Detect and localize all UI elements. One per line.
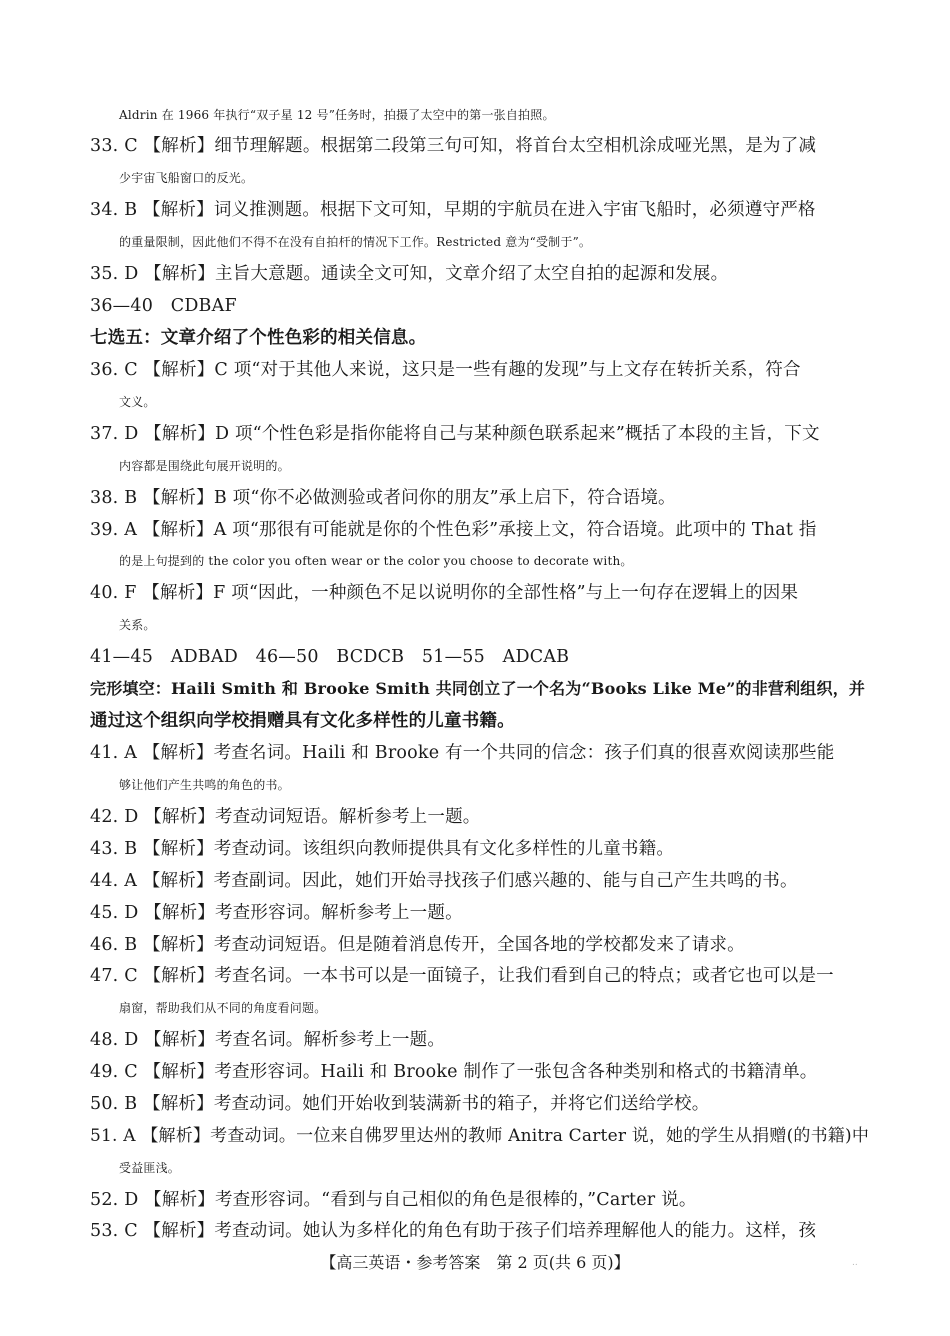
- answer-37: 37. D 【解析】D 项“个性色彩是指你能将自己与某种颜色联系起来”概括了本段的主旨，下文: [90, 424, 820, 444]
- text-line: 够让他们产生共鸣的角色的书。: [119, 778, 290, 792]
- section-heading-cloze-cont: 通过这个组织向学校捐赠具有文化多样性的儿童书籍。: [90, 711, 515, 731]
- answer-33: 33. C 【解析】细节理解题。根据第二段第三句可知，将首台太空相机涂成哑光黑，是为了减: [90, 136, 817, 156]
- answer-range-36-40: 36—40 CDBAF: [90, 296, 237, 316]
- answer-41: 41. A 【解析】考查名词。Haili 和 Brooke 有一个共同的信念：孩子们真的很喜欢阅读那些能: [90, 743, 835, 763]
- answer-52: 52. D 【解析】考查形容词。“看到与自己相似的角色是很棒的，”Carter 说。: [90, 1190, 697, 1210]
- answer-36: 36. C 【解析】C 项“对于其他人来说，这只是一些有趣的发现”与上文存在转折关系，符合: [90, 360, 801, 380]
- answer-53: 53. C 【解析】考查动词。她认为多样化的角色有助于孩子们培养理解他人的能力。这样，孩: [90, 1221, 817, 1241]
- text-line: 关系。: [119, 618, 156, 632]
- text-line: 少宇宙飞船窗口的反光。: [119, 171, 254, 185]
- answer-48: 48. D 【解析】考查名词。解析参考上一题。: [90, 1030, 446, 1050]
- answer-39: 39. A 【解析】A 项“那很有可能就是你的个性色彩”承接上文，符合语境。此项中的 That 指: [90, 520, 817, 540]
- answer-44: 44. A 【解析】考查副词。因此，她们开始寻找孩子们感兴趣的、能与自己产生共鸣的书。: [90, 871, 798, 891]
- corner-marks: ..: [852, 1258, 858, 1268]
- answer-35: 35. D 【解析】主旨大意题。通读全文可知，文章介绍了太空自拍的起源和发展。: [90, 264, 729, 284]
- answer-45: 45. D 【解析】考查形容词。解析参考上一题。: [90, 903, 463, 923]
- answer-46: 46. B 【解析】考查动词短语。但是随着消息传开，全国各地的学校都发来了请求。: [90, 935, 745, 955]
- answer-40: 40. F 【解析】F 项“因此，一种颜色不足以说明你的全部性格”与上一句存在逻辑上的因果: [90, 583, 799, 603]
- section-heading-cloze: 完形填空：Haili Smith 和 Brooke Smith 共同创立了一个名为“Books Like Me”的非营利组织，并: [90, 679, 866, 698]
- text-line: 文义。: [119, 395, 156, 409]
- text-line: 受益匪浅。: [119, 1161, 181, 1175]
- text-line: Aldrin 在 1966 年执行“双子星 12 号”任务时，拍摄了太空中的第一张自拍照。: [119, 108, 555, 122]
- text-line: 内容都是围绕此句展开说明的。: [119, 459, 290, 473]
- text-line: 的是上句提到的 the color you often wear or the color you choose to decorate with。: [119, 554, 633, 568]
- answer-47: 47. C 【解析】考查名词。一本书可以是一面镜子，让我们看到自己的特点；或者它也可以是一: [90, 966, 834, 986]
- answer-50: 50. B 【解析】考查动词。她们开始收到装满新书的箱子，并将它们送给学校。: [90, 1094, 710, 1114]
- answer-range-41-55: 41—45 ADBAD 46—50 BCDCB 51—55 ADCAB: [90, 647, 570, 667]
- text-line: 扇窗，帮助我们从不同的角度看问题。: [119, 1001, 327, 1015]
- text-line: 的重量限制，因此他们不得不在没有自拍杆的情况下工作。Restricted 意为“受制于”。: [119, 235, 592, 249]
- answer-49: 49. C 【解析】考查形容词。Haili 和 Brooke 制作了一张包含各种类别和格式的书籍清单。: [90, 1062, 818, 1082]
- answer-38: 38. B 【解析】B 项“你不必做测验或者问你的朋友”承上启下，符合语境。: [90, 488, 676, 508]
- section-heading-seven-choose-five: 七选五：文章介绍了个性色彩的相关信息。: [90, 328, 427, 348]
- page-footer: 【高三英语・参考答案 第 2 页(共 6 页)】: [320, 1253, 630, 1272]
- answer-34: 34. B 【解析】词义推测题。根据下文可知，早期的宇航员在进入宇宙飞船时，必须遵守严格: [90, 200, 816, 220]
- answer-42: 42. D 【解析】考查动词短语。解析参考上一题。: [90, 807, 481, 827]
- answer-43: 43. B 【解析】考查动词。该组织向教师提供具有文化多样性的儿童书籍。: [90, 839, 675, 859]
- answer-51: 51. A 【解析】考查动词。一位来自佛罗里达州的教师 Anitra Carter 说，她的学生从捐赠(的书籍)中: [90, 1126, 870, 1146]
